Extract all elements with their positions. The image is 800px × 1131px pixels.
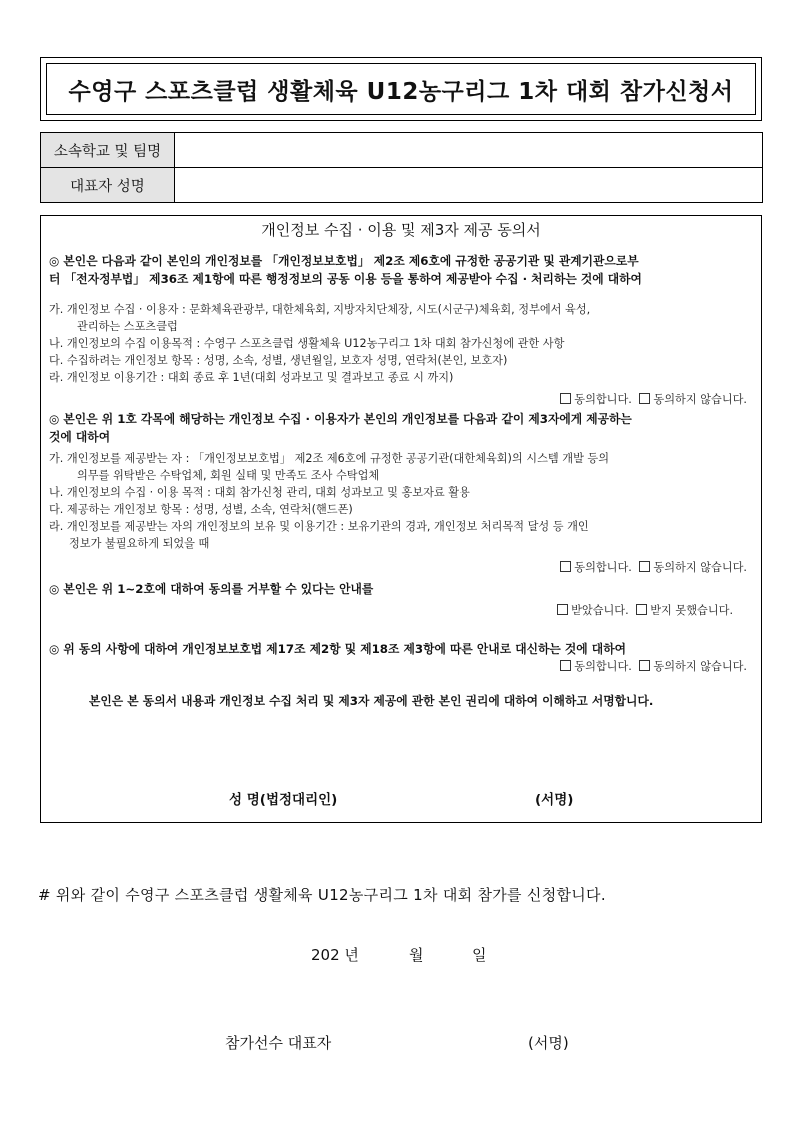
- date-day: 일: [472, 946, 487, 964]
- section1-intro-line2: 터 「전자정부법」 제36조 제1항에 따른 행정정보의 공동 이용 등을 통하여 제공받아 수집 · 처리하는 것에 대하여: [49, 272, 642, 286]
- section3-no-checkbox[interactable]: [636, 604, 647, 615]
- section2-intro-line1: ◎ 본인은 위 1호 각목에 해당하는 개인정보 수집 · 이용자가 본인의 개인정보를 다음과 같이 제3자에게 제공하는: [49, 412, 632, 426]
- section2-intro-line2: 것에 대하여: [49, 430, 111, 444]
- section3-options: 받았습니다. 받지 못했습니다.: [557, 602, 733, 618]
- consent-statement: 본인은 본 동의서 내용과 개인정보 수집 처리 및 제3자 제공에 관한 본인 권리에 대하여 이해하고 서명합니다.: [89, 694, 654, 708]
- section4-agree-checkbox[interactable]: [560, 660, 571, 671]
- consent-form: [40, 215, 762, 823]
- section2-disagree-checkbox[interactable]: [639, 561, 650, 572]
- section2-options: 동의합니다. 동의하지 않습니다.: [560, 559, 747, 575]
- school-label: 소속학교 및 팀명: [41, 133, 175, 168]
- section1-options: 동의합니다. 동의하지 않습니다.: [560, 391, 747, 407]
- consent-signature-label: (서명): [535, 792, 574, 808]
- section2-agree-checkbox[interactable]: [560, 561, 571, 572]
- guardian-name-label: 성 명(법정대리인): [229, 792, 338, 808]
- section3-intro: ◎ 본인은 위 1~2호에 대하여 동의를 거부할 수 있다는 안내를: [49, 582, 374, 596]
- date-month: 월: [409, 946, 424, 964]
- section4-disagree-checkbox[interactable]: [639, 660, 650, 671]
- section2-item-d: 라. 개인정보를 제공받는 자의 개인정보의 보유 및 이용기간 : 보유기관의 경과, 개인정보 처리목적 달성 등 개인: [49, 520, 589, 533]
- footer-signature-label: (서명): [528, 1034, 569, 1052]
- section1-agree-checkbox[interactable]: [560, 393, 571, 404]
- section2-item-a-cont: 의무를 위탁받은 수탁업체, 회원 실태 및 만족도 조사 수탁업체: [77, 469, 380, 482]
- declaration: # 위와 같이 수영구 스포츠클럽 생활체육 U12농구리그 1차 대회 참가를 신청합니다.: [38, 886, 606, 904]
- section4-options: 동의합니다. 동의하지 않습니다.: [560, 658, 747, 674]
- section3-yes-checkbox[interactable]: [557, 604, 568, 615]
- section1-item-a: 가. 개인정보 수집 · 이용자 : 문화체육관광부, 대한체육회, 지방자치단체장, 시도(시군구)체육회, 정부에서 육성,: [49, 303, 591, 316]
- school-field[interactable]: [175, 133, 763, 168]
- consent-title: 개인정보 수집 · 이용 및 제3자 제공 동의서: [261, 221, 541, 239]
- section4-intro: ◎ 위 동의 사항에 대하여 개인정보보호법 제17조 제2항 및 제18조 제3항에 따른 안내로 대신하는 것에 대하여: [49, 642, 626, 656]
- representative-label: 대표자 성명: [41, 168, 175, 203]
- page-title: 수영구 스포츠클럽 생활체육 U12농구리그 1차 대회 참가신청서: [46, 63, 756, 115]
- section2-item-c: 다. 제공하는 개인정보 항목 : 성명, 성별, 소속, 연락처(핸드폰): [49, 503, 353, 516]
- section1-item-c: 다. 수집하려는 개인정보 항목 : 성명, 소속, 성별, 생년월일, 보호자 성명, 연락처(본인, 보호자): [49, 354, 508, 367]
- section2-item-d-cont: 정보가 불필요하게 되었을 때: [69, 537, 210, 550]
- section1-item-a-cont: 관리하는 스포츠클럽: [77, 320, 178, 333]
- table-row: [41, 168, 763, 203]
- date-year: 202 년: [311, 946, 359, 964]
- section2-item-b: 나. 개인정보의 수집 · 이용 목적 : 대회 참가신청 관리, 대회 성과보고 및 홍보자료 활용: [49, 486, 470, 499]
- section2-item-a: 가. 개인정보를 제공받는 자 : 「개인정보보호법」 제2조 제6호에 규정한 공공기관(대한체육회)의 시스템 개발 등의: [49, 452, 610, 465]
- participant-representative-label: 참가선수 대표자: [225, 1034, 332, 1052]
- section1-item-d: 라. 개인정보 이용기간 : 대회 종료 후 1년(대회 성과보고 및 결과보고 종료 시 까지): [49, 371, 454, 384]
- section1-disagree-checkbox[interactable]: [639, 393, 650, 404]
- section1-item-b: 나. 개인정보의 수집 이용목적 : 수영구 스포츠클럽 생활체육 U12농구리그 1차 대회 참가신청에 관한 사항: [49, 337, 565, 350]
- info-table: [40, 132, 763, 203]
- section1-intro-line1: ◎ 본인은 다음과 같이 본인의 개인정보를 「개인정보보호법」 제2조 제6호에 규정한 공공기관 및 관계기관으로부: [49, 254, 639, 268]
- table-row: [41, 133, 763, 168]
- representative-field[interactable]: [175, 168, 763, 203]
- title-box: [40, 57, 762, 121]
